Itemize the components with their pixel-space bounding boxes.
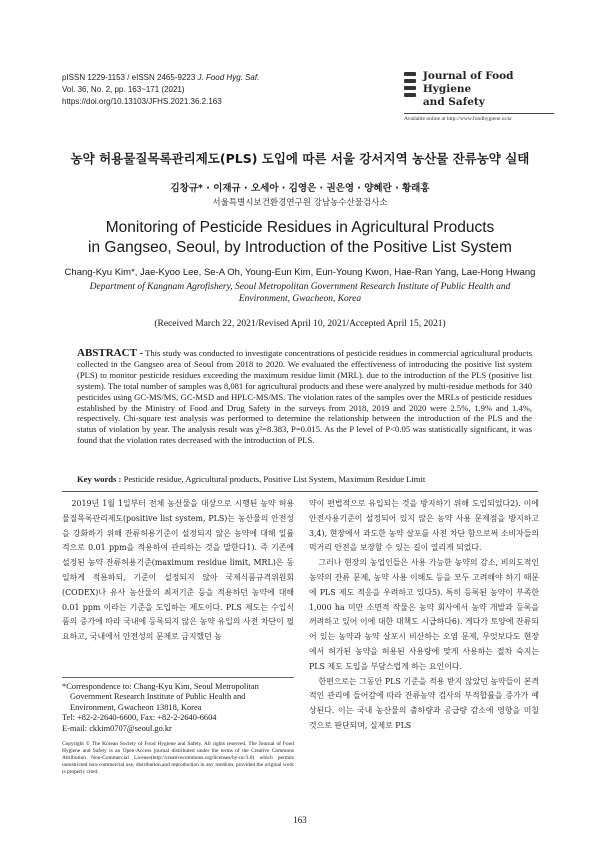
received-dates: (Received March 22, 2021/Revised April 10, 2021/Accepted April 15, 2021): [154, 319, 446, 329]
issn: pISSN 1229-1153 / eISSN 2465-9223: [62, 73, 196, 82]
section-divider: [62, 491, 538, 492]
abstract-label: ABSTRACT -: [77, 347, 144, 359]
correspondence-email[interactable]: E-mail: ckkim0707@seoul.go.kr: [62, 723, 172, 733]
journal-abbr: J. Food Hyg. Saf.: [197, 73, 260, 82]
body-paragraph: 2019년 1월 1일부터 전체 농산물을 대상으로 시행된 농약 허용물질목록관리제도(positive list system, PLS)는 농산물의 안전성을 강화하기 위해 잔류허용기준이 설정되지 않은 농약에 대해 일률적으로 0.01 ppm을 적용하여 관리하는 것을 말한다1). 즉 기존에 설정된 농약 잔류허용기준(maximum residue limit, MRL)은 동일하게 적용하되, 기준이 설정되지 않아 국제식품규격위원회(CODEX)나 유사 농산물의 최저기준 등을 적용하던 농약에 대해 0.01 ppm 이라는 기준을 도입하는 제도이다. PLS 제도는 수입식품의 증가에 따라 국내에 등록되지 않은 농약 유입의 사전 차단이 필요하고, 국내에서 안전성의 문제로 금지했던 농: [62, 499, 294, 642]
journal-logo-icon: [404, 70, 417, 100]
body-column-left: [62, 497, 294, 645]
body-paragraph: 한편으로는 그동안 PLS 기준을 적용 받지 않았던 농약들이 본격적인 관리에 들어감에 따라 잔류농약 검사의 부적합률을 증가가 예상된다. 이는 국내 농산물의 출하량과 공급량 감소에 영향을 미칠 것으로 판단되며, 실제로 PLS: [309, 676, 539, 730]
authors-korean: 김창규* · 이재규 · 오세아 · 김영은 · 권은영 · 양혜란 · 황래홍: [170, 183, 430, 194]
affiliation-korean: 서울특별시보건환경연구원 강남농수산물검사소: [212, 198, 388, 208]
abstract: [77, 348, 532, 446]
title-english-line2: in Gangseo, Seoul, by Introduction of the Positive List System: [88, 239, 512, 256]
correspondence-line: Government Research Institute of Public Health and: [70, 692, 246, 702]
affiliation-english: Department of Kangnam Agrofishery, Seoul Metropolitan Government Research Institute of Public Health and Environment, Gwacheon, Korea: [89, 282, 511, 304]
abstract-text: This study was conducted to investigate concentrations of pesticide residues in commercial agricultural products collected in the Gangseo area of Seoul from 2018 to 2020. We evaluated the effectiveness of introducing the positive list system (PLS) to monitor pesticide residues exceeding the maximum residue limit (MRL). due to the introduction of the PLS (positive list system). The total number of samples was 8,081 for agricultural products and these were analyzed by multi-residue methods for 340 pesticides using GC-MS/MS, GC-MSD and HPLC-MS/MS. The violation rates of the samples over the MRLs of pesticide residues established by the Ministry of Food and Drug Safety in the surveys from 2018, 2019 and 2020 were 2.5%, 1.9% and 1.4%, respectively. Chi-square test analysis was performed to determine the relationship between the introduction of the PLS and the status of violation by year. The analysis result was χ²=8.383, P=0.015. As the P level of P<0.05 was statistically significant, it was found that the violation rates decreased with the introduction of PLS.: [77, 348, 532, 446]
correspondence-line: Tel: +82-2-2640-6600, Fax: +82-2-2640-6604: [62, 713, 217, 723]
title-english: [0, 218, 600, 258]
logo-divider: [404, 113, 554, 114]
title-english-line1: Monitoring of Pesticide Residues in Agricultural Products: [105, 219, 495, 236]
journal-logo: [404, 70, 554, 122]
correspondence-line: Environment, Gwacheon 13818, Korea: [70, 702, 202, 712]
journal-meta: [62, 72, 259, 108]
body-paragraph: 약이 편법적으로 유입되는 것을 방지하기 위해 도입되었다2). 이에 안전사용기준이 설정되어 있지 않은 농약 사용 문제점을 방지하고3,4), 현장에서 과도한 농약 살포를 사전 차단 함으로써 소비자들의 먹거리 안전을 보장할 수 있는 길이 열리게 되었다.: [309, 499, 539, 553]
logo-url: Available online at http://www.foodhygiene.or.kr: [404, 116, 512, 122]
authors-english: Chang-Kyu Kim*, Jae-Kyoo Lee, Se-A Oh, Young-Eun Kim, Eun-Young Kwon, Hae-Ran Yang, Lae-Hong Hwang: [64, 267, 536, 278]
logo-title-line1: Journal of Food Hygiene: [422, 70, 514, 95]
logo-title-line2: and Safety: [422, 96, 485, 108]
keywords: [77, 474, 532, 484]
copyright-note: Copyright © The Korean Society of Food Hygiene and Safety. All rights reserved. The Journal of Food Hygiene and Safety is an Open-Access journal distributed under the terms of the Creative Commons Attribution Non-Commercial License(http://creativecommons.org/licenses/by-nc/3.0) which permits unrestricted non-commercial use, distribution,and reproduction in any medium, provided the original work is properly cited.: [62, 741, 294, 775]
title-korean: 농약 허용물질목록관리제도(PLS) 도입에 따른 서울 강서지역 농산물 잔류농약 실태: [70, 151, 530, 166]
page-number: 163: [293, 815, 307, 825]
doi-link[interactable]: https://doi.org/10.13103/JFHS.2021.36.2.163: [62, 97, 222, 106]
correspondence-note: [62, 677, 294, 734]
body-column-right: [309, 497, 539, 734]
keywords-label: Key words :: [77, 474, 122, 484]
keywords-text: Pesticide residue, Agricultural products, Positive List System, Maximum Residue Limit: [123, 474, 426, 484]
volume-info: Vol. 36, No. 2, pp. 163~171 (2021): [62, 85, 185, 94]
body-paragraph: 그러나 현장의 농업인들은 사용 가능한 농약의 감소, 비의도적인 농약의 잔류 문제, 농약 사용 이해도 등을 모두 고려해야 하기 때문에 PLS 제도 적응을 우려하고 있다5). 특히 등록된 농약이 부족한 1,000 ha 미만 소면적 작물은 농약 회사에서 농약 개발과 등록을 꺼려하고 있어 이에 대한 대책도 시급하다6). 게다가 토양에 잔류되어 있는 농약과 농약 살포시 비산하는 오염 문제, 무엇보다도 현장에서 허가된 농약을 허용된 사용량에 맞게 사용하는 절차 숙지는 PLS 제도 도입을 부담스럽게 하는 요인이다.: [309, 558, 539, 671]
correspondence-line: *Correspondence to: Chang-Kyu Kim, Seoul Metropolitan: [62, 682, 259, 691]
